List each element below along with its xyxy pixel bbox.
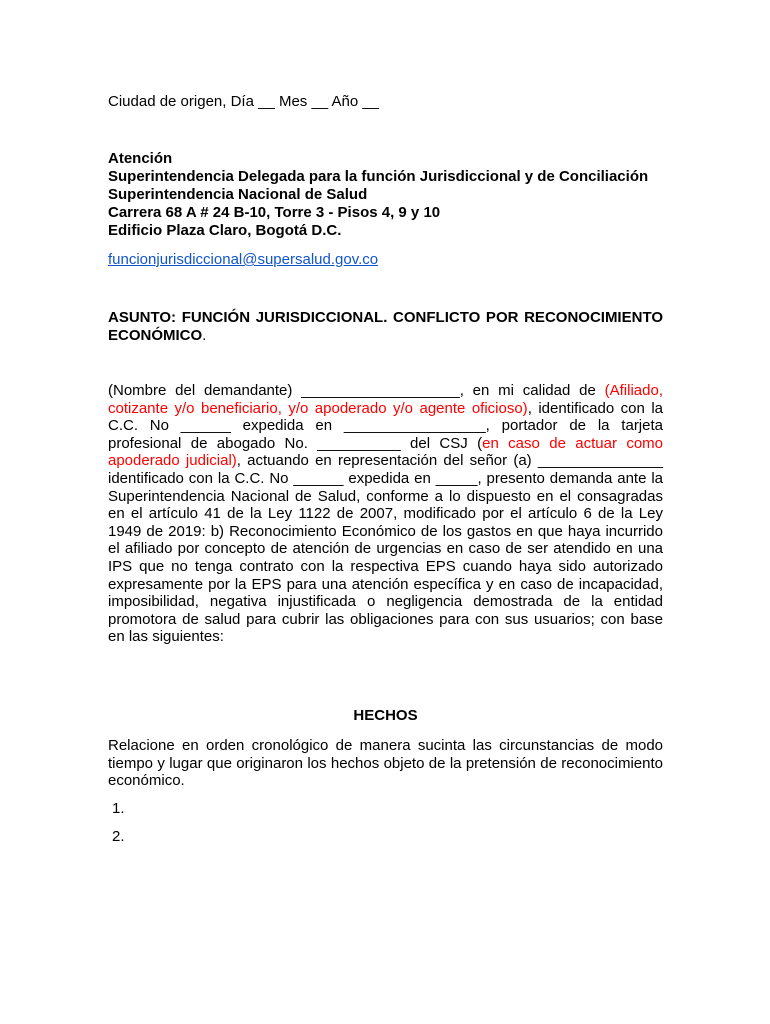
facts-heading: HECHOS bbox=[353, 707, 418, 724]
facts-intro: Relacione en orden cronológico de manera sucinta las circunstancias de modo tiempo y lugar que originaron los hechos objeto de la pretensión de reconocimiento económico. bbox=[108, 737, 663, 790]
subject-text: ASUNTO: FUNCIÓN JURISDICCIONAL. CONFLICTO POR RECONOCIMIENTO ECONÓMICO bbox=[108, 309, 663, 344]
body-text-2: , identificado con la C.C. No ______ expedida en _________________, portador de la tarjeta profesional de abogado No. __________ del CSJ ( bbox=[108, 399, 663, 452]
email-link[interactable]: funcionjurisdiccional@supersalud.gov.co bbox=[108, 251, 379, 268]
addressee-line-2: Superintendencia Nacional de Salud bbox=[108, 186, 368, 203]
role-placeholder: (Afiliado, cotizante y/o beneficiario, y/o apoderado y/o agente oficioso) bbox=[108, 382, 663, 417]
list-item: 1. bbox=[112, 800, 125, 817]
date-line: Ciudad de origen, Día __ Mes __ Año __ bbox=[108, 93, 380, 110]
addressee-line-1: Superintendencia Delegada para la función Jurisdiccional y de Conciliación bbox=[108, 168, 649, 185]
body-paragraph bbox=[108, 382, 663, 646]
subject-line bbox=[108, 309, 663, 345]
attention-label: Atención bbox=[108, 150, 173, 167]
addressee-building: Edificio Plaza Claro, Bogotá D.C. bbox=[108, 222, 342, 239]
list-item: 2. bbox=[112, 828, 125, 845]
addressee-address: Carrera 68 A # 24 B-10, Torre 3 - Pisos 4, 9 y 10 bbox=[108, 204, 441, 221]
body-text-1: (Nombre del demandante) ___________________, en mi calidad de bbox=[108, 382, 605, 399]
subject-period: . bbox=[202, 327, 207, 344]
attorney-note: en caso de actuar como apoderado judicial) bbox=[108, 434, 664, 470]
body-text-3: , actuando en representación del señor (a) _______________ identificado con la C.C. No ______ expedida en _____, presento demanda ante la Superintendencia Nacional de Salud, conforme a lo dispuesto en el consagradas en el artículo 41 de la Ley 1122 de 2007, modificado por el artículo 6 de la Ley 1949 de 2019: b) Reconocimiento Económico de los gastos en que haya incurrido el afiliado por concepto de atención de urgencias en caso de ser atendido en una IPS que no tenga contrato con la respectiva EPS cuando haya sido autorizado expresamente por la EPS para una atención específica y en caso de incapacidad, imposibilidad, negativa injustificada o negligencia demostrada de la entidad promotora de salud para cubrir las obligaciones para con sus usuarios; con base en las siguientes: bbox=[108, 452, 663, 646]
